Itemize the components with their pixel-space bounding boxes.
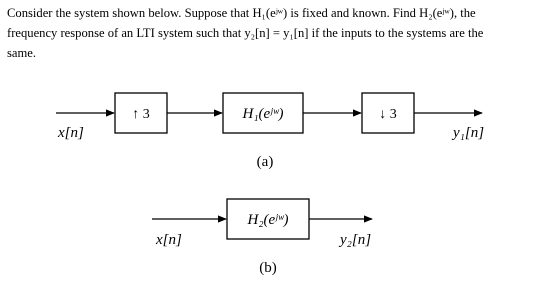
input-label-b: x[n] [156,232,182,248]
upsampler-label: ↑ 3 [132,107,150,122]
filter-h1-label: H₁(eʲʷ) [242,106,284,122]
downsampler-label: ↓ 3 [379,107,397,122]
problem-line-1: Consider the system shown below. Suppose that H₁(eʲʷ) is fixed and known. Find H₂(eʲʷ), the [7,6,476,20]
caption-b: (b) [259,260,277,276]
diagram-b [152,199,372,276]
diagram-a [56,93,484,170]
caption-a: (a) [256,154,274,170]
output-label-b: y₂[n] [340,232,372,248]
problem-line-2: frequency response of an LTI system such that y₂[n] = y₁[n] if the inputs to the systems are the [7,26,484,40]
output-label-a: y₁[n] [453,125,485,141]
filter-h2-label: H₂(eʲʷ) [247,212,289,228]
input-label-a: x[n] [58,125,84,141]
problem-line-3: same. [7,46,37,60]
